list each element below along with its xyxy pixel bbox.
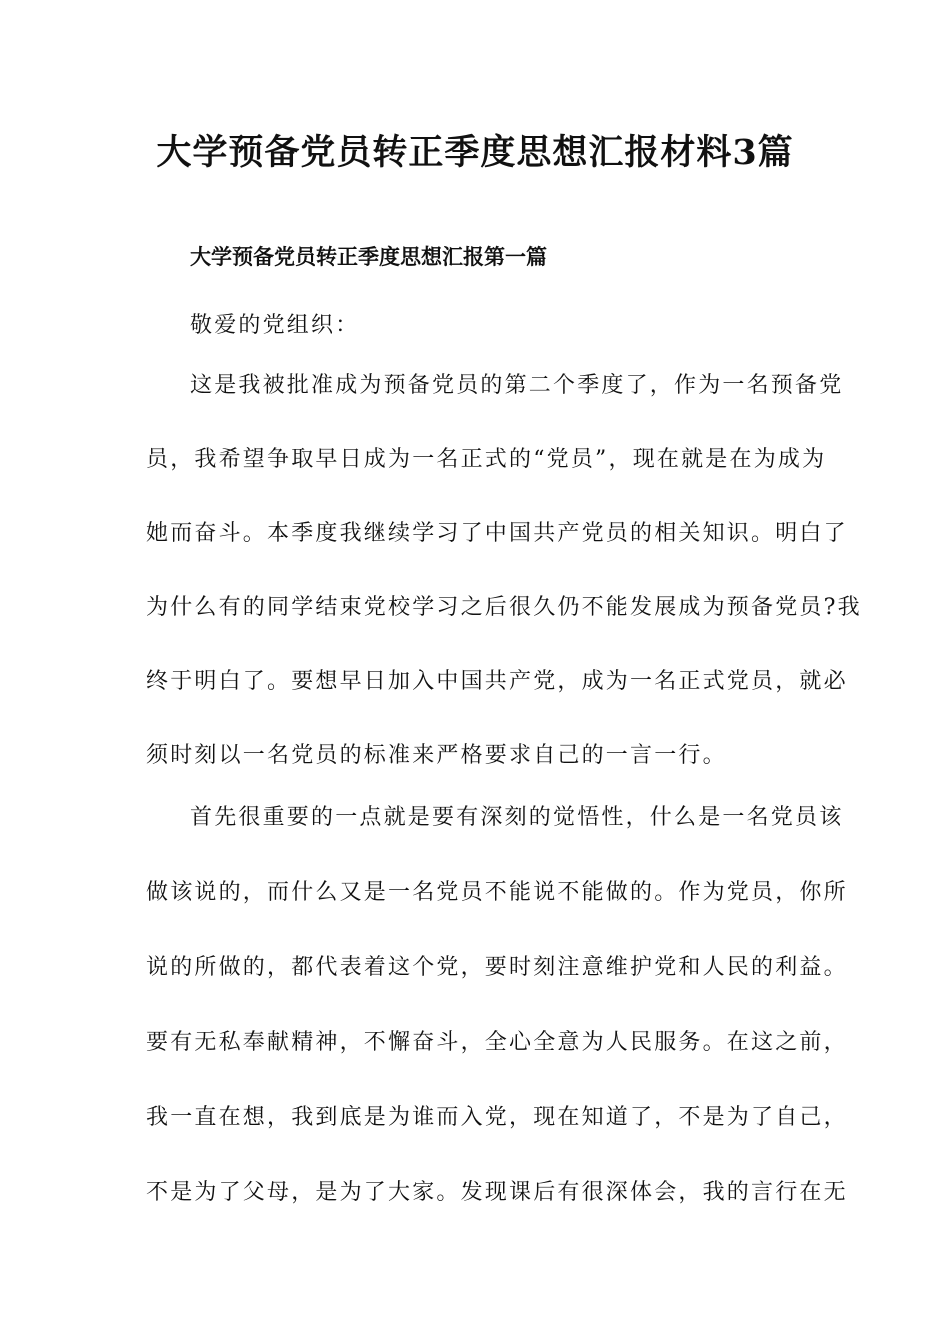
paragraph-line: 为什么有的同学结束党校学习之后很久仍不能发展成为预备党员?我 — [146, 595, 862, 620]
paragraph-line: 做该说的，而什么又是一名党员不能说不能做的。作为党员，你所 — [146, 880, 848, 905]
paragraph-line: 员，我希望争取早日成为一名正式的“党员”，现在就是在为成为 — [146, 447, 827, 472]
document-title: 大学预备党员转正季度思想汇报材料3篇 — [156, 132, 794, 173]
paragraph-line: 不是为了父母，是为了大家。发现课后有很深体会，我的言行在无 — [146, 1180, 848, 1205]
salutation: 敬爱的党组织： — [190, 313, 360, 338]
paragraph-line: 这是我被批准成为预备党员的第二个季度了，作为一名预备党 — [190, 373, 844, 398]
paragraph-line: 终于明白了。要想早日加入中国共产党，成为一名正式党员，就必 — [146, 669, 848, 694]
paragraph-line: 要有无私奉献精神，不懈奋斗，全心全意为人民服务。在这之前， — [146, 1030, 848, 1055]
paragraph-line: 我一直在想，我到底是为谁而入党，现在知道了，不是为了自己， — [146, 1105, 848, 1130]
paragraph-line: 说的所做的，都代表着这个党，要时刻注意维护党和人民的利益。 — [146, 955, 848, 980]
section-heading: 大学预备党员转正季度思想汇报第一篇 — [190, 244, 547, 269]
paragraph-line: 首先很重要的一点就是要有深刻的觉悟性，什么是一名党员该 — [190, 805, 844, 830]
paragraph-line: 须时刻以一名党员的标准来严格要求自己的一言一行。 — [146, 743, 727, 768]
paragraph-line: 她而奋斗。本季度我继续学习了中国共产党员的相关知识。明白了 — [146, 521, 848, 546]
